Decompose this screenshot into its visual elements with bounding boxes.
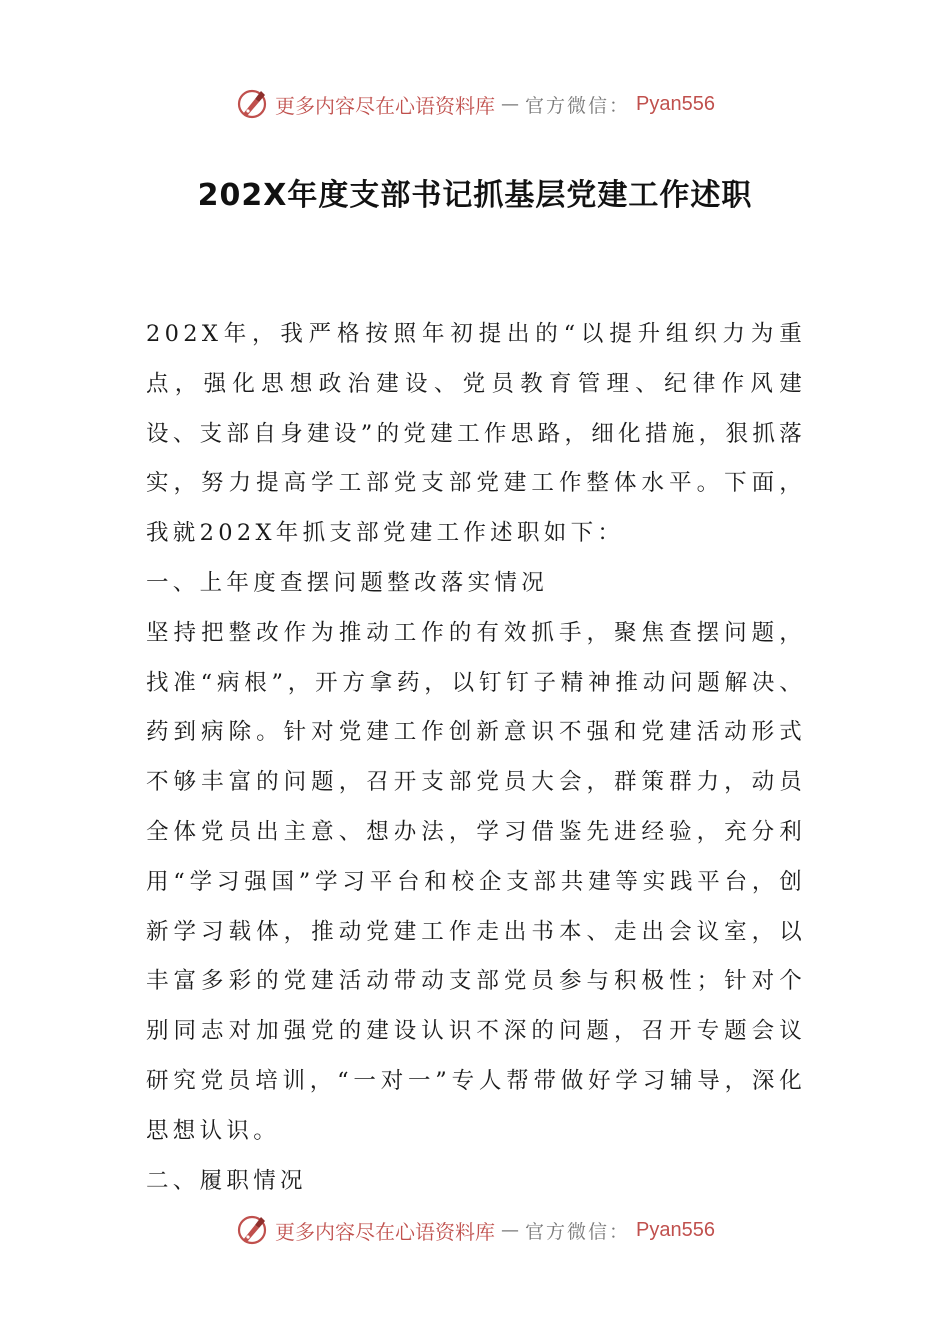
section-1-paragraph: 坚持把整改作为推动工作的有效抓手，聚焦查摆问题，找准“病根”，开方拿药，以钉钉子精神推动问题解决、药到病除。针对党建工作创新意识不强和党建活动形式不够丰富的问题，召开支部党员大会，群策群力，动员全体党员出主意、想办法，学习借鉴先进经验，充分利用“学习强国”学习平台和校企支部共建等实践平台，创新学习载体，推动党建工作走出书本、走出会议室，以丰富多彩的党建活动带动支部党员参与积极性；针对个别同志对加强党的建设认识不深的问题，召开专题会议研究党员培训，“一对一”专人帮带做好学习辅导，深化思想认识。 (146, 619, 806, 1144)
document-title: 202X年度支部书记抓基层党建工作述职 (197, 178, 753, 213)
brand-text: 更多内容尽在心语资料库 (275, 1219, 495, 1244)
footer-banner (0, 1210, 950, 1250)
wechat-id: Pyan556 (636, 1218, 715, 1241)
document-body (146, 310, 806, 1206)
wechat-id: Pyan556 (636, 92, 715, 115)
wechat-label: 官方微信： (525, 1220, 631, 1243)
pen-nib-circle-icon (235, 1213, 269, 1247)
section-heading-2: 二、履职情况 (146, 1167, 307, 1194)
wechat-label: 官方微信： (525, 94, 631, 117)
banner-separator: — (501, 93, 519, 115)
banner-separator: — (501, 1219, 519, 1241)
pen-nib-circle-icon (235, 87, 269, 121)
section-heading-1: 一、上年度查摆问题整改落实情况 (146, 569, 549, 596)
brand-text: 更多内容尽在心语资料库 (275, 93, 495, 118)
intro-paragraph: 202X年，我严格按照年初提出的“以提升组织力为重点，强化思想政治建设、党员教育管理、纪律作风建设、支部自身建设”的党建工作思路，细化措施，狠抓落实，努力提高学工部党支部党建工作整体水平。下面，我就202X年抓支部党建工作述职如下： (146, 321, 806, 547)
header-banner (0, 84, 950, 124)
